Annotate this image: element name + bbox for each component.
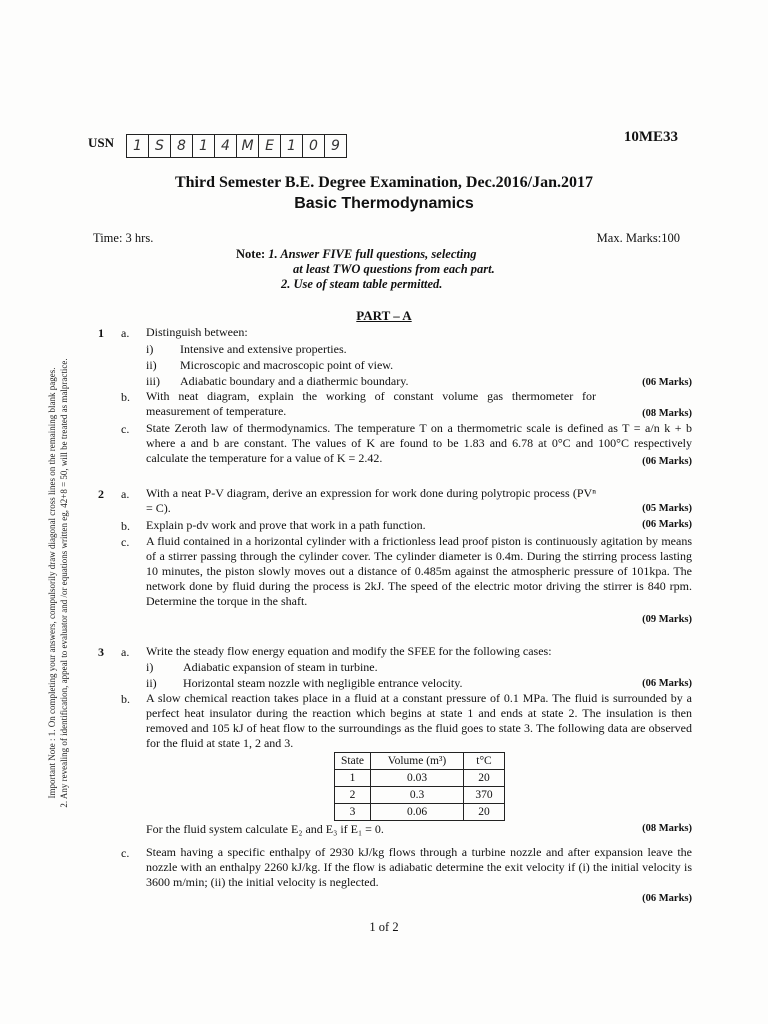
question-number: 2 <box>98 487 104 501</box>
question-text: Explain p-dv work and prove that work in a path function. <box>146 518 426 532</box>
subpart-label: b. <box>121 692 130 706</box>
item-number: ii) <box>146 358 157 372</box>
marks-label: (08 Marks) <box>642 823 692 834</box>
question-text: A slow chemical reaction takes place in a fluid at a constant pressure of 0.1 MPa. The fluid is surrounded by a perfect heat insulator during the reaction which begins at state 1 and ends at state 2. The insulation is then removed and 105 kJ of heat flow to the surroundings as the fluid goes to state 3. The following data are observed for the fluid at state 1, 2 and 3. <box>146 691 692 750</box>
item-text: Adiabatic expansion of steam in turbine. <box>183 660 378 674</box>
item-text: Adiabatic boundary and a diathermic boundary. <box>180 374 409 388</box>
usn-box: 9 <box>324 134 347 158</box>
time-allowed: Time: 3 hrs. <box>93 231 154 245</box>
usn-box: S <box>148 134 171 158</box>
subpart-label: a. <box>121 487 130 501</box>
page-number: 1 of 2 <box>369 920 399 934</box>
subpart-label: c. <box>121 535 130 549</box>
subpart-label: a. <box>121 645 130 659</box>
item-text: Intensive and extensive properties. <box>180 342 347 356</box>
subpart-label: b. <box>121 390 130 404</box>
table-cell: 20 <box>464 770 505 787</box>
usn-box: 1 <box>126 134 149 158</box>
note-label: Note: <box>236 247 266 261</box>
part-title: PART – A <box>356 308 412 323</box>
table-header-cell: t°C <box>464 753 505 770</box>
item-text: Microscopic and macroscopic point of view. <box>180 358 394 372</box>
table-cell: 1 <box>335 770 371 787</box>
usn-box: 0 <box>302 134 325 158</box>
course-code: 10ME33 <box>623 129 678 145</box>
note-2: 2. Use of steam table permitted. <box>281 277 443 291</box>
item-number: ii) <box>146 676 157 690</box>
exam-title: Third Semester B.E. Degree Examination, Dec.2016/Jan.2017 <box>174 174 594 191</box>
usn-box: E <box>258 134 281 158</box>
item-text: Horizontal steam nozzle with negligible entrance velocity. <box>183 676 463 690</box>
question-text: Write the steady flow energy equation and modify the SFEE for the following cases: <box>146 644 552 658</box>
usn-boxes <box>127 134 347 158</box>
marks-label: (06 Marks) <box>642 678 692 689</box>
table-cell: 0.3 <box>371 787 464 804</box>
marks-label: (06 Marks) <box>642 456 692 467</box>
marks-label: (06 Marks) <box>642 519 692 530</box>
question-text: With neat diagram, explain the working of constant volume gas thermometer for measurement of temperature. <box>146 389 596 418</box>
question-text: State Zeroth law of thermodynamics. The temperature T on a thermometric scale is defined as T = a/n k + b where a and b are constant. The values of K are found to be 1.83 and 6.78 at 0°C and 100°C respectively calculate the temperature for a value of K = 2.42. <box>146 421 692 465</box>
max-marks: Max. Marks:100 <box>596 231 680 245</box>
subpart-label: c. <box>121 846 130 860</box>
table-cell: 370 <box>464 787 505 804</box>
side-note-line-1: Important Note : 1. On completing your answers, compulsorily draw diagonal cross lines on the remaining blank pages. <box>47 367 57 799</box>
marks-label: (06 Marks) <box>642 893 692 904</box>
subpart-label: c. <box>121 422 130 436</box>
question-text: A fluid contained in a horizontal cylinder with a frictionless lead proof piston is continuously agitation by means of a stirrer passing through the cylinder cover. The cylinder diameter is 0.4m. During the stirring process lasting 10 minutes, the piston slowly moves out a distance of 0.485m against the atmospheric pressure of 101kpa. The network done by fluid during the process is 2kJ. The speed of the electric motor driving the stirrer is 840 rpm. Determine the torque in the shaft. <box>146 534 692 608</box>
table-row <box>335 770 505 787</box>
item-number: i) <box>146 342 154 356</box>
subpart-label: a. <box>121 326 130 340</box>
question-text: With a neat P-V diagram, derive an expression for work done during polytropic process (PVⁿ = C). <box>146 486 596 515</box>
marks-label: (09 Marks) <box>642 614 692 625</box>
table-cell: 0.06 <box>371 804 464 821</box>
instructions-note <box>236 247 495 292</box>
table-cell: 3 <box>335 804 371 821</box>
note-1: 1. Answer FIVE full questions, selecting <box>268 247 477 261</box>
state-data-table <box>334 752 505 821</box>
table-cell: 0.03 <box>371 770 464 787</box>
question-text: Steam having a specific enthalpy of 2930 kJ/kg flows through a turbine nozzle and after expansion leave the nozzle with an enthalpy 2260 kJ/kg. If the flow is adiabatic determine the exit velocity if (i) the initial velocity is 3600 m/min; (ii) the initial velocity is neglected. <box>146 845 692 889</box>
question-number: 1 <box>98 326 104 340</box>
side-important-note <box>46 263 70 903</box>
item-number: iii) <box>146 374 160 388</box>
marks-label: (06 Marks) <box>642 377 692 388</box>
table-header-row <box>335 753 505 770</box>
usn-box: 1 <box>280 134 303 158</box>
question-text: Distinguish between: <box>146 325 248 339</box>
usn-label: USN <box>88 135 115 150</box>
item-number: i) <box>146 660 154 674</box>
usn-box: 4 <box>214 134 237 158</box>
marks-label: (05 Marks) <box>642 503 692 514</box>
usn-box: 8 <box>170 134 193 158</box>
question-number: 3 <box>98 645 104 659</box>
table-header-cell: State <box>335 753 371 770</box>
usn-box: 1 <box>192 134 215 158</box>
note-1-cont: at least TWO questions from each part. <box>293 262 495 276</box>
subject-title: Basic Thermodynamics <box>294 195 474 212</box>
subpart-label: b. <box>121 519 130 533</box>
usn-box: M <box>236 134 259 158</box>
table-row <box>335 787 505 804</box>
table-header-cell: Volume (m³) <box>371 753 464 770</box>
table-cell: 2 <box>335 787 371 804</box>
question-text: For the fluid system calculate E₂ and E₃ if E₁ = 0. <box>146 822 384 836</box>
side-note-line-2: 2. Any revealing of identification, appeal to evaluator and /or equations written eg, 42+8 = 50, will be treated as malpractice. <box>59 358 69 808</box>
table-row <box>335 804 505 821</box>
marks-label: (08 Marks) <box>642 408 692 419</box>
table-cell: 20 <box>464 804 505 821</box>
